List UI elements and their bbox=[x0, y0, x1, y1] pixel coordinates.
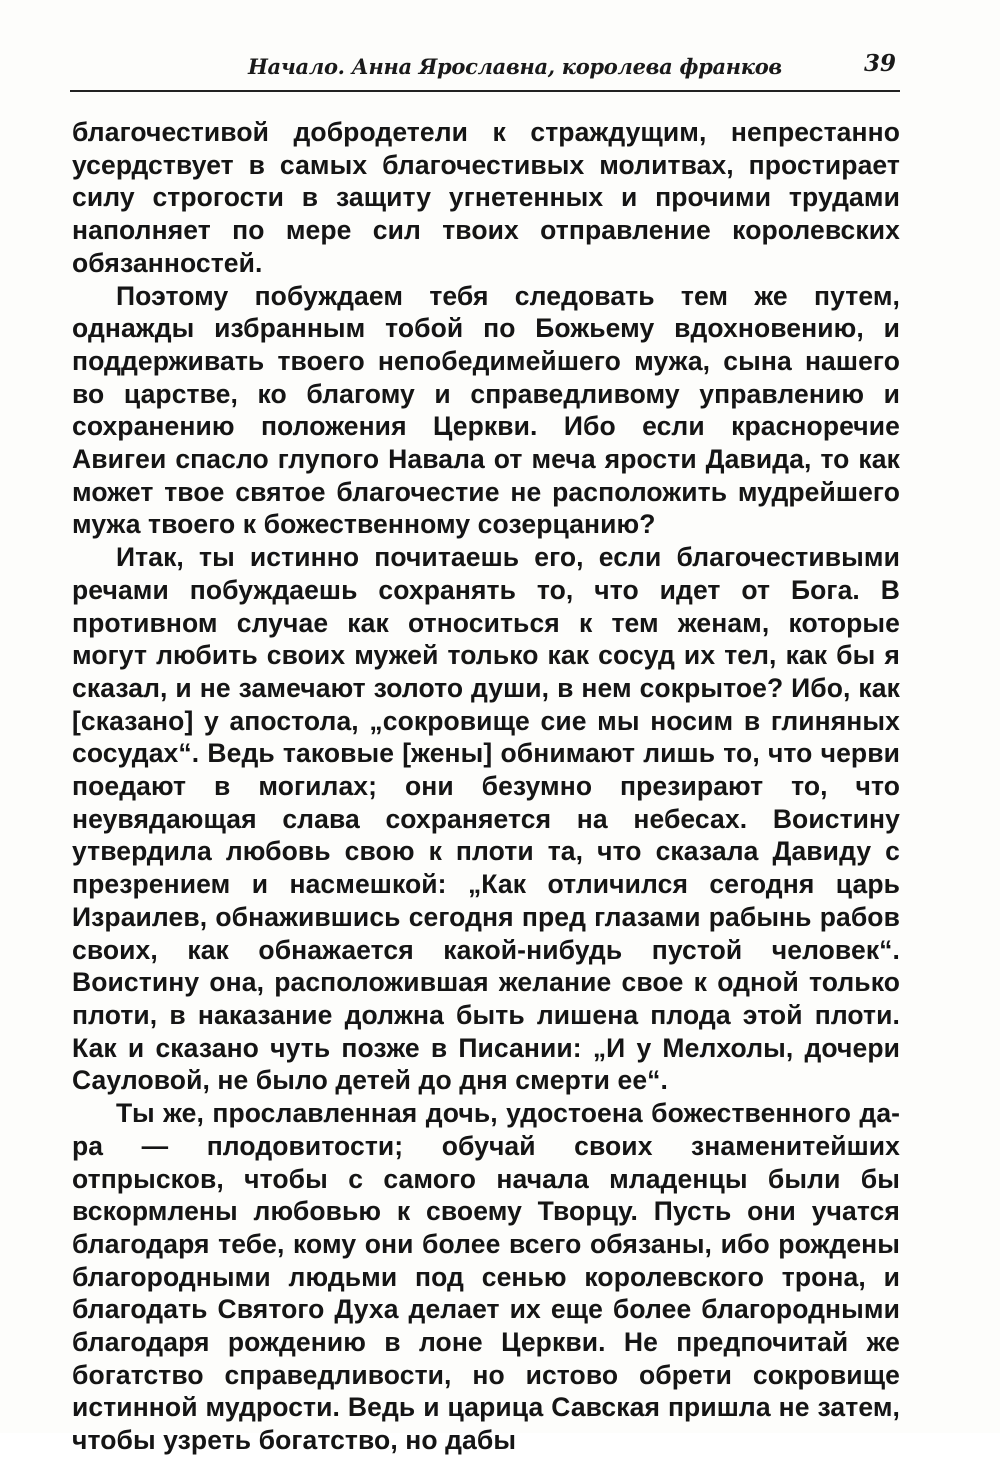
header-rule bbox=[70, 90, 900, 92]
paragraph: благочестивой добродетели к страждущим, непрестанно усердствует в самых благочестивых молитвах, простирает силу строгости в защиту угнетенных и прочими трудами наполняет по мере сил твоих отправление королевских обязанностей. bbox=[72, 117, 900, 278]
running-header bbox=[70, 50, 902, 86]
page-number: 39 bbox=[863, 50, 896, 77]
paragraph: Итак, ты истинно почитаешь его, если благочестивыми речами побуждаешь сохранять то, что идет от Бога. В противном случае как относиться к тем женам, которые могут любить своих мужей только как сосуд их тел, как бы я сказал, и не замечают золото души, в нем сокрытое? Ибо, как [сказано] у апостола, „сокровище сие мы носим в глиняных сосудах“. Ведь таковые [жены] обнимают лишь то, что черви поедают в могилах; они безумно презирают то, что неувядающая слава сохраняется на небесах. Воистину утвердила любовь свою к плоти та, что сказала Давиду с презрением и насмешкой: „Как отличился сегодня царь Израилев, обнажившись сегодня пред глазами рабынь рабов своих, как обнажается какой-нибудь пустой человек“. Воистину она, расположившая желание свое к одной только плоти, в наказание должна быть лишена плода этой плоти. Как и сказано чуть позже в Писании: „И у Мелхолы, дочери Сауловой, не было детей до дня смерти ее“. bbox=[72, 542, 900, 1096]
body-text bbox=[72, 116, 900, 1457]
paragraph: Поэтому побуждаем тебя следовать тем же путем, однажды избранным тобой по Божьему вдохновению, и поддерживать твоего непобедимейшего мужа, сына нашего во царстве, ко благому и справедливому управлению и сохранению положения Церкви. Ибо если красноречие Авигеи спасло глупого Навала от меча ярости Давида, то как может твое святое благочестие не расположить мудрейшего мужа твоего к божественному созерцанию? bbox=[72, 280, 900, 540]
chapter-title: Начало. Анна Ярославна, королева франков bbox=[248, 54, 782, 79]
paragraph: Ты же, прославленная дочь, удостоена божественного дара — плодовитости; обучай своих знаменитейших отпрысков, чтобы с самого начала младенцы были бы вскормлены любовью к своему Творцу. Пусть они учатся благодаря тебе, кому они более всего обязаны, ибо рождены благородными людьми под сенью королевского трона, и благодать Святого Духа делает их еще более благородными благодаря рождению в лоне Церкви. Не предпочитай же богатство справедливости, но истово обрети сокровище истинной мудрости. Ведь и царица Савская пришла не затем, чтобы узреть богатство, но дабы bbox=[72, 1098, 900, 1456]
